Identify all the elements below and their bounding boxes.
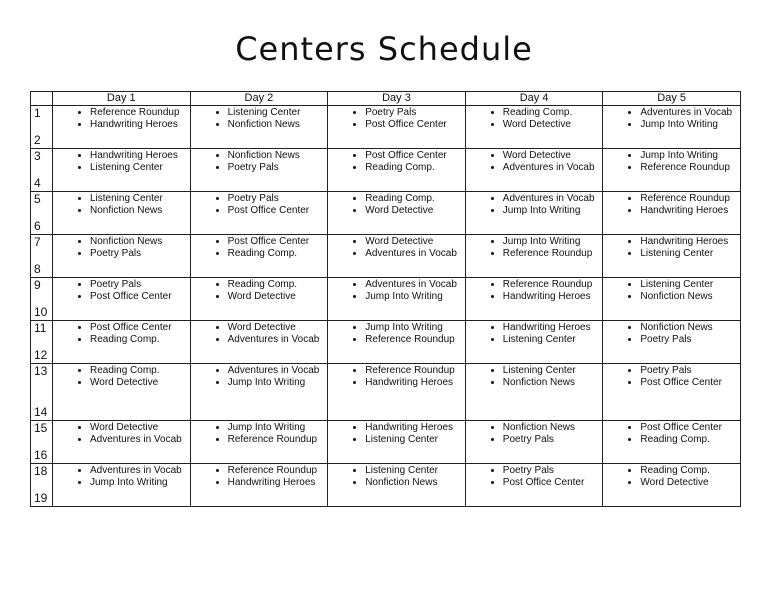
center-item: • Listening Center [228,107,328,119]
day-header: Day 4 [465,92,603,106]
day-cell [53,235,191,278]
center-list [603,422,740,445]
group-numbers-cell [31,364,53,421]
group-number: 1 [34,106,41,120]
center-list [53,422,190,445]
center-list [53,107,190,130]
center-item: • Handwriting Heroes [365,377,465,389]
center-list [603,193,740,216]
center-item: • Reading Comp. [640,465,740,477]
center-list [466,107,603,130]
day-cell [603,149,741,192]
center-item: • Adventures in Vocab [503,162,603,174]
center-list [328,236,465,259]
center-item: • Reference Roundup [228,465,328,477]
day-cell [603,106,741,149]
schedule-row [31,192,741,235]
center-item: • Reading Comp. [228,248,328,260]
day-cell [53,321,191,364]
day-cell [190,149,328,192]
day-cell [603,321,741,364]
center-item: • Poetry Pals [640,334,740,346]
group-number: 15 [34,421,48,435]
day-cell [328,321,466,364]
day-cell [53,421,191,464]
day-cell [190,278,328,321]
center-item: • Adventures in Vocab [90,434,190,446]
day-cell [603,235,741,278]
center-list [466,236,603,259]
center-item: • Word Detective [640,477,740,489]
center-item: • Reading Comp. [90,334,190,346]
center-item: • Post Office Center [640,422,740,434]
schedule-row [31,421,741,464]
center-list [328,107,465,130]
center-item: • Reading Comp. [228,279,328,291]
center-list [328,279,465,302]
group-number: 2 [34,133,41,147]
day-cell [603,464,741,507]
day-cell [190,421,328,464]
center-list [466,279,603,302]
center-item: • Adventures in Vocab [640,107,740,119]
day-header: Day 5 [603,92,741,106]
center-item: • Word Detective [503,150,603,162]
center-item: • Jump Into Writing [640,150,740,162]
center-list [603,465,740,488]
day-cell [328,192,466,235]
day-header: Day 1 [53,92,191,106]
center-item: • Reference Roundup [503,279,603,291]
center-list [603,365,740,388]
center-item: • Reading Comp. [503,107,603,119]
center-list [328,465,465,488]
center-item: • Post Office Center [90,291,190,303]
schedule-row [31,149,741,192]
day-cell [53,106,191,149]
center-item: • Post Office Center [228,205,328,217]
schedule-table [30,91,741,507]
group-numbers-cell [31,106,53,149]
center-item: • Poetry Pals [503,465,603,477]
center-list [191,279,328,302]
center-list [328,322,465,345]
group-number: 10 [34,305,48,319]
center-item: • Post Office Center [503,477,603,489]
center-item: • Poetry Pals [90,279,190,291]
day-cell [53,464,191,507]
center-item: • Listening Center [90,162,190,174]
group-number: 3 [34,149,41,163]
center-item: • Reading Comp. [365,193,465,205]
center-list [328,365,465,388]
center-item: • Reading Comp. [90,365,190,377]
day-header: Day 3 [328,92,466,106]
header-blank [31,92,53,106]
day-cell [190,321,328,364]
center-list [328,193,465,216]
center-list [328,422,465,445]
day-cell [603,278,741,321]
group-number: 6 [34,219,41,233]
group-numbers-cell [31,321,53,364]
center-item: • Handwriting Heroes [503,322,603,334]
center-item: • Word Detective [90,422,190,434]
center-list [53,150,190,173]
day-cell [328,235,466,278]
center-item: • Adventures in Vocab [503,193,603,205]
day-cell [465,421,603,464]
schedule-row [31,278,741,321]
center-item: • Reference Roundup [503,248,603,260]
center-item: • Jump Into Writing [228,422,328,434]
group-number: 14 [34,405,48,419]
center-item: • Word Detective [228,322,328,334]
center-list [191,322,328,345]
day-cell [190,464,328,507]
schedule-body [31,106,741,507]
center-list [53,322,190,345]
center-item: • Nonfiction News [365,477,465,489]
center-item: • Nonfiction News [228,150,328,162]
center-item: • Nonfiction News [90,205,190,217]
day-cell [53,364,191,421]
center-item: • Jump Into Writing [228,377,328,389]
header-row [31,92,741,106]
center-list [191,422,328,445]
center-item: • Reference Roundup [640,193,740,205]
center-item: • Jump Into Writing [90,477,190,489]
day-cell [603,421,741,464]
center-item: • Jump Into Writing [503,205,603,217]
center-list [53,236,190,259]
center-list [191,150,328,173]
center-item: • Nonfiction News [503,377,603,389]
center-item: • Reference Roundup [640,162,740,174]
center-item: • Handwriting Heroes [90,119,190,131]
center-item: • Handwriting Heroes [90,150,190,162]
day-cell [190,106,328,149]
day-cell [190,364,328,421]
schedule-row [31,321,741,364]
center-item: • Post Office Center [640,377,740,389]
group-number: 16 [34,448,48,462]
center-list [603,150,740,173]
day-cell [328,464,466,507]
day-cell [465,321,603,364]
center-item: • Post Office Center [365,119,465,131]
day-cell [328,149,466,192]
center-item: • Adventures in Vocab [228,365,328,377]
center-item: • Handwriting Heroes [365,422,465,434]
center-item: • Post Office Center [90,322,190,334]
center-list [191,107,328,130]
day-cell [53,149,191,192]
center-item: • Adventures in Vocab [365,279,465,291]
center-list [328,150,465,173]
center-item: • Nonfiction News [90,236,190,248]
center-item: • Nonfiction News [503,422,603,434]
group-number: 12 [34,348,48,362]
day-cell [190,192,328,235]
center-item: • Reading Comp. [640,434,740,446]
day-cell [328,421,466,464]
center-item: • Listening Center [503,334,603,346]
center-item: • Jump Into Writing [365,322,465,334]
center-list [53,465,190,488]
group-numbers-cell [31,235,53,278]
group-number: 7 [34,235,41,249]
group-number: 5 [34,192,41,206]
center-item: • Listening Center [640,279,740,291]
schedule-row [31,464,741,507]
center-item: • Poetry Pals [228,193,328,205]
day-cell [465,192,603,235]
center-item: • Adventures in Vocab [228,334,328,346]
center-item: • Nonfiction News [640,291,740,303]
center-list [53,365,190,388]
group-number: 11 [34,321,47,335]
day-cell [53,278,191,321]
center-item: • Poetry Pals [640,365,740,377]
group-numbers-cell [31,464,53,507]
center-item: • Poetry Pals [503,434,603,446]
day-cell [328,106,466,149]
center-item: • Poetry Pals [228,162,328,174]
day-cell [328,278,466,321]
center-item: • Jump Into Writing [503,236,603,248]
center-item: • Poetry Pals [365,107,465,119]
group-numbers-cell [31,421,53,464]
center-item: • Jump Into Writing [640,119,740,131]
day-cell [603,192,741,235]
day-cell [465,235,603,278]
group-numbers-cell [31,149,53,192]
center-item: • Reference Roundup [228,434,328,446]
group-number: 18 [34,464,48,478]
center-list [603,107,740,130]
center-list [603,322,740,345]
schedule-row [31,106,741,149]
center-list [466,322,603,345]
center-list [466,465,603,488]
center-item: • Handwriting Heroes [503,291,603,303]
center-item: • Nonfiction News [228,119,328,131]
day-cell [603,364,741,421]
center-item: • Reference Roundup [365,365,465,377]
day-cell [465,106,603,149]
center-item: • Post Office Center [228,236,328,248]
center-list [191,236,328,259]
center-item: • Post Office Center [365,150,465,162]
center-item: • Listening Center [365,465,465,477]
group-numbers-cell [31,192,53,235]
page-title: Centers Schedule [235,30,533,68]
schedule-row [31,364,741,421]
center-item: • Word Detective [365,205,465,217]
group-number: 9 [34,278,41,292]
center-item: • Adventures in Vocab [90,465,190,477]
center-item: • Handwriting Heroes [228,477,328,489]
center-item: • Word Detective [365,236,465,248]
center-item: • Nonfiction News [640,322,740,334]
center-item: • Word Detective [90,377,190,389]
center-item: • Listening Center [90,193,190,205]
day-cell [465,149,603,192]
center-item: • Word Detective [228,291,328,303]
day-header: Day 2 [190,92,328,106]
center-item: • Word Detective [503,119,603,131]
schedule-row [31,235,741,278]
group-numbers-cell [31,278,53,321]
center-item: • Listening Center [640,248,740,260]
center-item: • Poetry Pals [90,248,190,260]
day-cell [465,364,603,421]
group-number: 4 [34,176,41,190]
day-cell [465,464,603,507]
center-list [53,279,190,302]
center-item: • Jump Into Writing [365,291,465,303]
center-list [466,193,603,216]
group-number: 13 [34,364,48,378]
center-item: • Adventures in Vocab [365,248,465,260]
center-item: • Handwriting Heroes [640,236,740,248]
group-number: 19 [34,491,48,505]
center-item: • Reference Roundup [90,107,190,119]
center-item: • Listening Center [503,365,603,377]
center-item: • Reading Comp. [365,162,465,174]
center-list [53,193,190,216]
center-item: • Reference Roundup [365,334,465,346]
group-number: 8 [34,262,41,276]
day-cell [328,364,466,421]
center-list [466,422,603,445]
center-item: • Listening Center [365,434,465,446]
center-list [603,236,740,259]
center-list [191,365,328,388]
center-list [191,465,328,488]
center-list [466,365,603,388]
center-item: • Handwriting Heroes [640,205,740,217]
day-cell [53,192,191,235]
center-list [466,150,603,173]
center-list [603,279,740,302]
center-list [191,193,328,216]
day-cell [190,235,328,278]
day-cell [465,278,603,321]
